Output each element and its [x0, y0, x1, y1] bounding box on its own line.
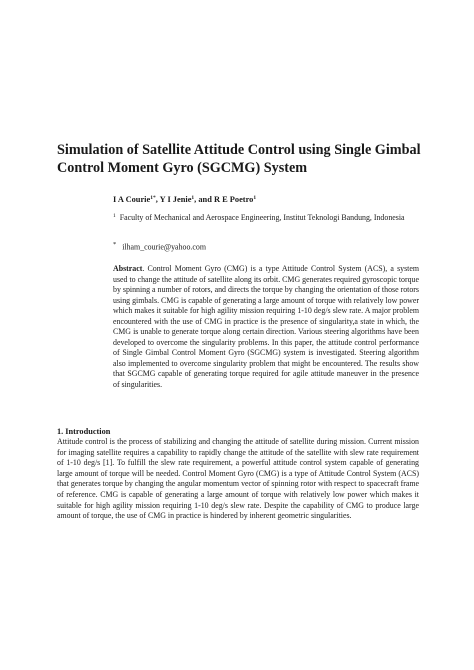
author-name: I A Courie	[113, 195, 151, 204]
abstract-label: Abstract	[113, 264, 143, 273]
author-affiliation-marker: 1*	[150, 195, 156, 201]
author-affiliation-marker: 1	[253, 195, 257, 201]
section-heading: 1. Introduction	[57, 427, 111, 436]
author-affiliation-marker: 1	[191, 195, 195, 201]
author-list	[113, 195, 256, 204]
affiliation-text: Faculty of Mechanical and Aerospace Engineering, Institut Teknologi Bandung, Indonesia	[119, 213, 405, 222]
email-address[interactable]: ilham_courie@yahoo.com	[122, 242, 206, 252]
abstract	[113, 264, 419, 391]
author-name: Y I Jenie	[159, 195, 192, 204]
author-name: R E Poetro	[213, 195, 254, 204]
corresponding-email	[113, 240, 206, 253]
affiliation	[113, 213, 419, 224]
email-marker: *	[113, 241, 117, 248]
affiliation-marker: 1	[113, 213, 116, 219]
paper-title: Simulation of Satellite Attitude Control using Single Gimbal Control Moment Gyro (SGCMG) System	[57, 142, 421, 176]
section-body: Attitude control is the process of stabilizing and changing the attitude of satellite during mission. Current mission for imaging satellite requires a capability to rapidly change the attitude of the satellite with slew rate requirement of 1-10 deg/s [1]. To fulfill the slew rate requirement, a powerful attitude control system capable of generating large amount of torque will be needed. Control Moment Gyro (CMG) is a type of Attitude Control System (ACS) that generates torque by changing the angular momentum vector of spinning rotor with respect to spacecraft frame of reference. CMG is capable of generating a large amount of torque with relatively low power which makes it suitable for high agility mission requiring 1-10 deg/s slew rate. Despite the capability of CMG to produce large amount of torque, the use of CMG in practice is hindered by inherent geometric singularities.	[57, 437, 419, 521]
author-separator: ,	[155, 195, 160, 204]
author-separator: , and	[194, 195, 214, 204]
abstract-text: . Control Moment Gyro (CMG) is a type Attitude Control System (ACS), a system used to change the attitude of satellite along its orbit. CMG generates required gyroscopic torque by spinning a number of rotors, and directs the torque by changing the orientation of those rotors using gimbals. CMG is capable of generating a large amount of torque with relatively low power which makes it suitable for high agility mission requiring 1-10 deg/s slew rate. A major problem encountered with the use of CMG in practice is the presence of singularity,a state in which, the CMG is unable to generate torque along certain direction. Various steering algorithms have been developed to overcome the singularity problems. In this paper, the attitude control performance of Single Gimbal Control Moment Gyro (SGCMG) system is investigated. Steering algorithm also implemented to overcome singularity problem that might be encountered. The results show that SGCMG capable of generating torque required for agile attitude maneuver in the presence of singularities.	[113, 264, 419, 390]
